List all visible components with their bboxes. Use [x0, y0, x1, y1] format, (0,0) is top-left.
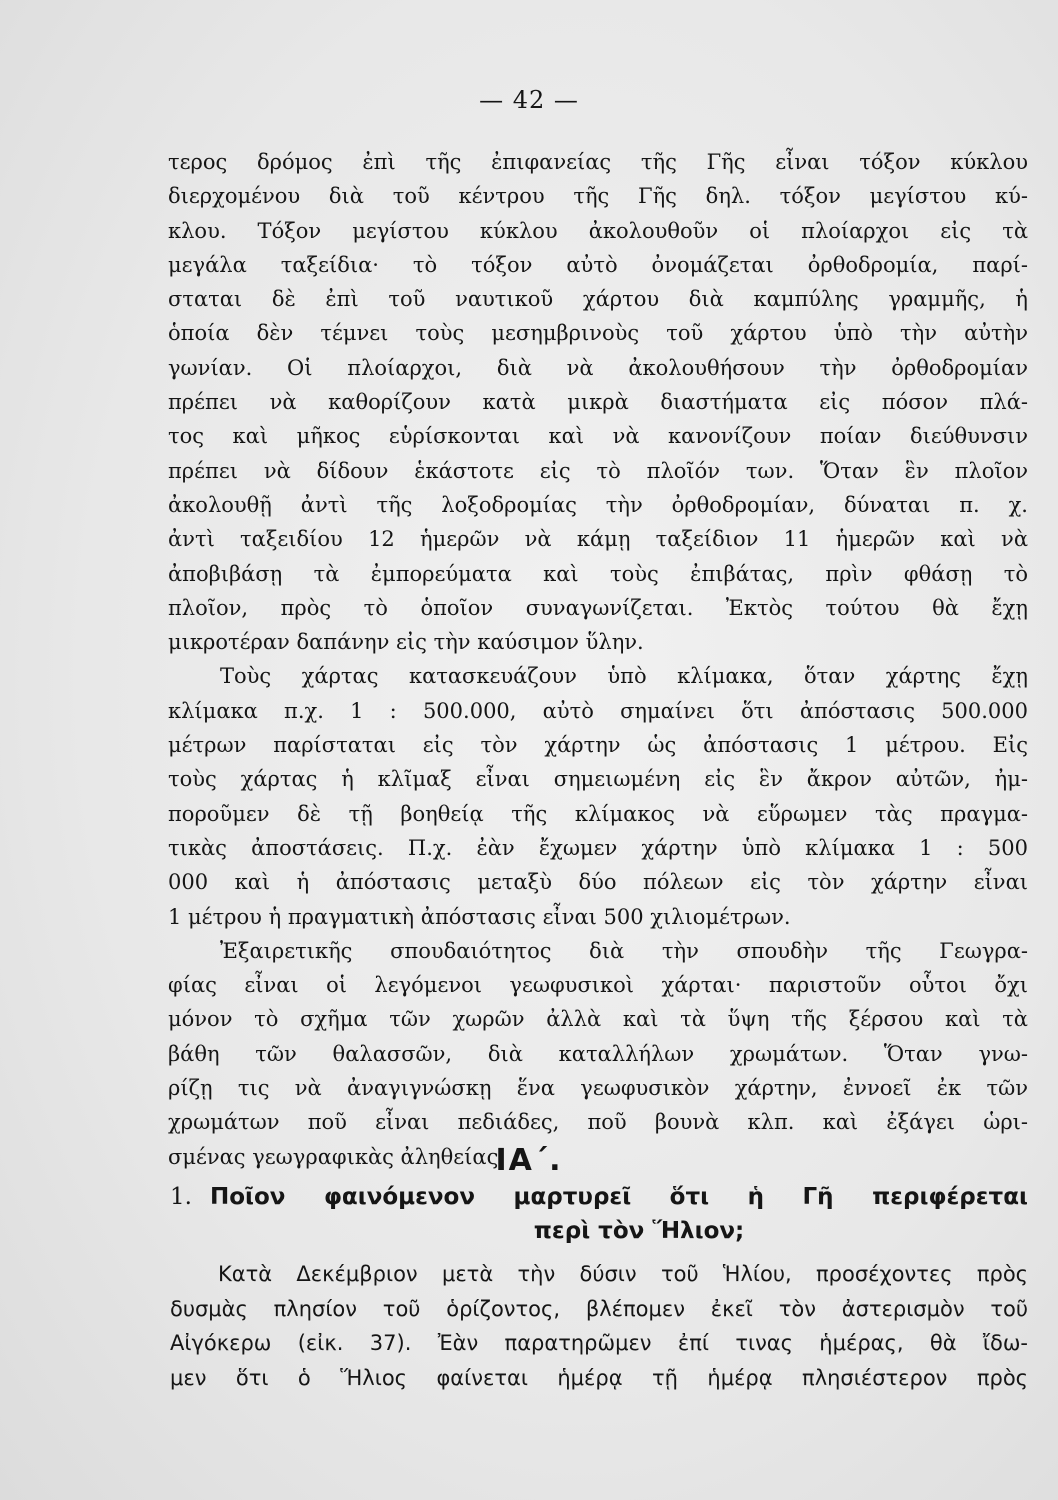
paragraph-first-line: Τοὺς χάρτας κατασκευάζουν ὑπὸ κλίμακα, ὅταν χάρτης ἔχῃ: [220, 664, 1028, 689]
text-line: μέτρων παρίσταται εἰς τὸν χάρτην ὡς ἀπόστασις 1 μέτρου. Εἰς: [168, 733, 1028, 758]
section-heading: ΙΑ΄.: [495, 1143, 563, 1178]
text-line: κλίμακα π.χ. 1 : 500.000, αὐτὸ σημαίνει ὅτι ἀπόστασις 500.000: [168, 698, 1028, 723]
text-line: διερχομένου διὰ τοῦ κέντρου τῆς Γῆς δηλ. τόξον μεγίστου κύ-: [168, 184, 1028, 209]
body-text: [168, 145, 1028, 1174]
question-heading: [170, 1180, 1028, 1248]
text-line: τερος δρόμος ἐπὶ τῆς ἐπιφανείας τῆς Γῆς εἶναι τόξον κύκλου: [168, 150, 1028, 174]
text-line: βάθη τῶν θαλασσῶν, διὰ καταλλήλων χρωμάτων. Ὅταν γνω-: [168, 1041, 1028, 1066]
text-line: Αἰγόκερω (εἰκ. 37). Ἐὰν παρατηρῶμεν ἐπί τινας ἡμέρας, θὰ ἴδω-: [170, 1331, 1028, 1355]
question-line: περὶ τὸν Ἥλιον;: [533, 1218, 745, 1244]
question-text: Ποῖον φαινόμενον μαρτυρεῖ ὅτι ἡ Γῆ περιφέρεται: [209, 1184, 1028, 1210]
paragraph-first-line: Ἐξαιρετικῆς σπουδαιότητος διὰ τὴν σπουδὴν τῆς Γεωγρα-: [220, 938, 1028, 963]
text-line: ποροῦμεν δὲ τῇ βοηθείᾳ τῆς κλίμακος νὰ εὕρωμεν τὰς πραγμα-: [168, 801, 1028, 826]
text-line: χρωμάτων ποῦ εἶναι πεδιάδες, ποῦ βουνὰ κλπ. καὶ ἐξάγει ὡρι-: [168, 1110, 1028, 1135]
page-number: — 42 —: [479, 86, 579, 114]
answer-text: [170, 1257, 1028, 1395]
text-line: 000 καὶ ἡ ἀπόστασις μεταξὺ δύο πόλεων εἰς τὸν χάρτην εἶναι: [168, 870, 1028, 895]
text-line: 1 μέτρου ἡ πραγματικὴ ἀπόστασις εἶναι 500 χιλιομέτρων.: [168, 904, 791, 929]
text-line: μεγάλα ταξείδια· τὸ τόξον αὐτὸ ὀνομάζεται ὀρθοδρομία, παρί-: [168, 252, 1028, 277]
text-line: ὁποία δὲν τέμνει τοὺς μεσημβρινοὺς τοῦ χάρτου ὑπὸ τὴν αὐτὴν: [168, 321, 1028, 346]
text-line: πλοῖον, πρὸς τὸ ὁποῖον συναγωνίζεται. Ἐκτὸς τούτου θὰ ἔχῃ: [168, 595, 1028, 620]
question-line: [170, 1180, 1028, 1214]
paragraph-first-line: Κατὰ Δεκέμβριον μετὰ τὴν δύσιν τοῦ Ἡλίου, προσέχοντες πρὸς: [218, 1262, 1028, 1286]
question-number: 1.: [170, 1184, 192, 1210]
text-line: τος καὶ μῆκος εὑρίσκονται καὶ νὰ κανονίζουν ποίαν διεύθυνσιν: [168, 424, 1028, 449]
text-line: πρέπει νὰ καθορίζουν κατὰ μικρὰ διαστήματα εἰς πόσον πλά-: [168, 390, 1028, 415]
text-line: πρέπει νὰ δίδουν ἑκάστοτε εἰς τὸ πλοῖόν των. Ὅταν ἓν πλοῖον: [168, 458, 1028, 483]
text-line: σταται δὲ ἐπὶ τοῦ ναυτικοῦ χάρτου διὰ καμπύλης γραμμῆς, ἡ: [168, 287, 1028, 312]
text-line: ἀποβιβάσῃ τὰ ἐμπορεύματα καὶ τοὺς ἐπιβάτας, πρὶν φθάσῃ τὸ: [168, 561, 1028, 586]
text-line: ἀντὶ ταξειδίου 12 ἡμερῶν νὰ κάμῃ ταξείδιον 11 ἡμερῶν καὶ νὰ: [168, 527, 1028, 552]
text-line: τικὰς ἀποστάσεις. Π.χ. ἐὰν ἔχωμεν χάρτην ὑπὸ κλίμακα 1 : 500: [168, 835, 1028, 860]
text-line: κλου. Τόξον μεγίστου κύκλου ἀκολουθοῦν οἱ πλοίαρχοι εἰς τὰ: [168, 218, 1028, 243]
text-line: μεν ὅτι ὁ Ἥλιος φαίνεται ἡμέρᾳ τῇ ἡμέρᾳ πλησιέστερον πρὸς: [170, 1365, 1028, 1390]
text-line: μόνον τὸ σχῆμα τῶν χωρῶν ἀλλὰ καὶ τὰ ὕψη τῆς ξέρσου καὶ τὰ: [168, 1007, 1028, 1032]
text-line: ἀκολουθῇ ἀντὶ τῆς λοξοδρομίας τὴν ὀρθοδρομίαν, δύναται π. χ.: [168, 492, 1028, 517]
text-line: δυσμὰς πλησίον τοῦ ὁρίζοντος, βλέπομεν ἐκεῖ τὸν ἀστερισμὸν τοῦ: [170, 1296, 1028, 1321]
text-line: σμένας γεωγραφικὰς ἀληθείας.: [168, 1144, 506, 1169]
text-line: γωνίαν. Οἱ πλοίαρχοι, διὰ νὰ ἀκολουθήσουν τὴν ὀρθοδρομίαν: [168, 355, 1028, 380]
text-line: φίας εἶναι οἱ λεγόμενοι γεωφυσικοὶ χάρται· παριστοῦν οὗτοι ὄχι: [168, 973, 1028, 998]
text-line: ρίζῃ τις νὰ ἀναγιγνώσκῃ ἕνα γεωφυσικὸν χάρτην, ἐννοεῖ ἐκ τῶν: [168, 1076, 1028, 1101]
text-line: τοὺς χάρτας ἡ κλῖμαξ εἶναι σημειωμένη εἰς ἓν ἄκρον αὐτῶν, ἠμ-: [168, 767, 1028, 792]
text-line: μικροτέραν δαπάνην εἰς τὴν καύσιμον ὕλην.: [168, 630, 644, 655]
